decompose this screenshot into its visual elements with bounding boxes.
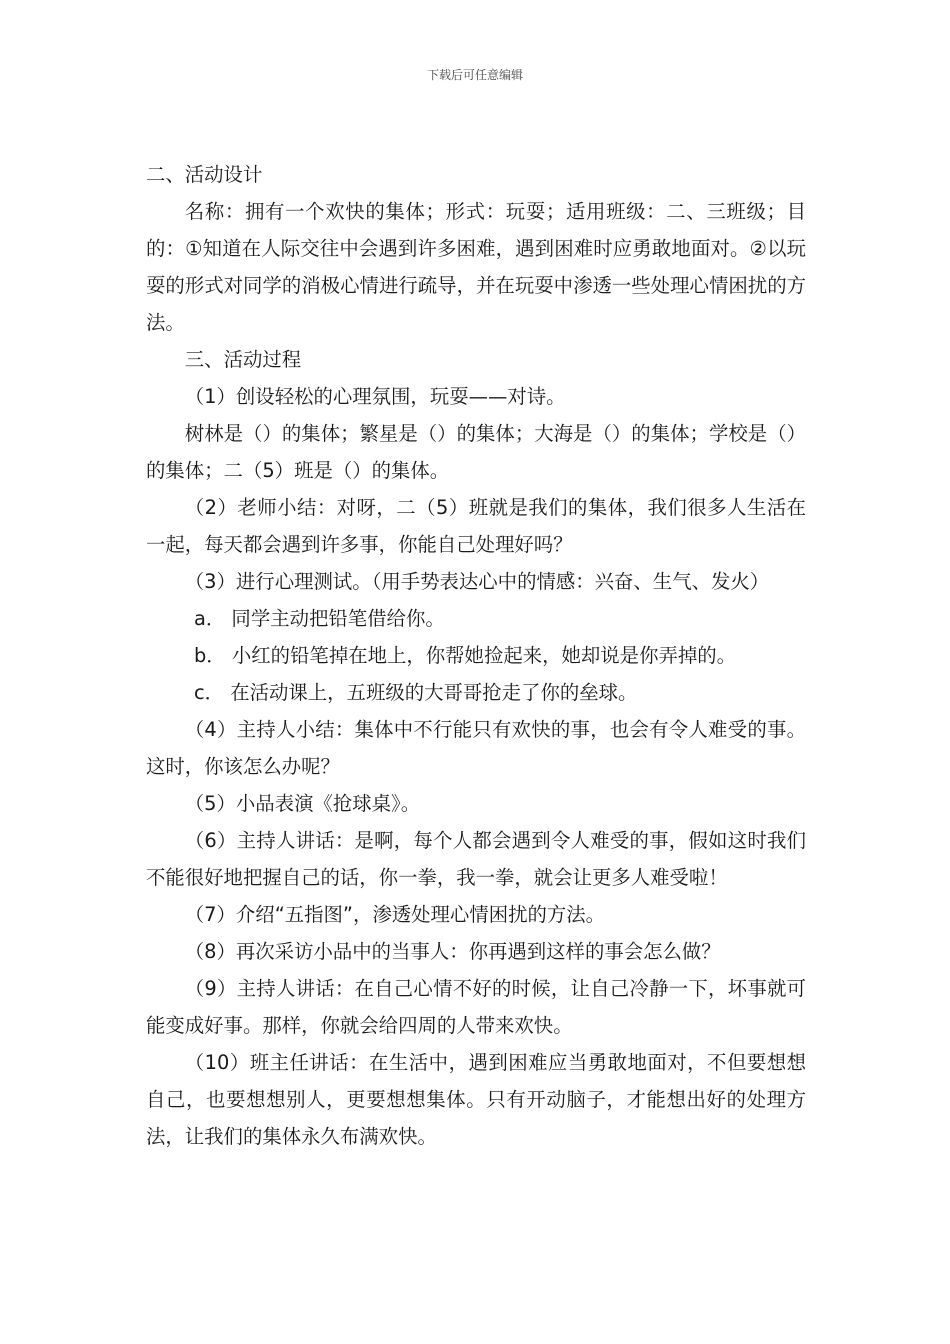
step-4: （4）主持人小结：集体中不行能只有欢快的事，也会有令人难受的事。这时，你该怎么办呢？	[146, 718, 806, 778]
section-heading-activity-design: 二、活动设计	[146, 163, 263, 186]
step-8: （8）再次采访小品中的当事人：你再遇到这样的事会怎么做？	[184, 940, 721, 963]
test-item-a: a． 同学主动把铅笔借给你。	[194, 607, 445, 630]
step-9: （9）主持人讲话：在自己心情不好的时候，让自己冷静一下，坏事就可能变成好事。那样，你就会给四周的人带来欢快。	[146, 977, 806, 1037]
step-7: （7）介绍“五指图”，渗透处理心情困扰的方法。	[184, 903, 606, 926]
test-item-c: c． 在活动课上，五班级的大哥哥抢走了你的垒球。	[194, 681, 638, 704]
step-3: （3）进行心理测试。（用手势表达心中的情感：兴奋、生气、发火）	[184, 570, 770, 593]
section-heading-activity-process: 三、活动过程	[184, 348, 302, 371]
activity-name-paragraph: 名称：拥有一个欢快的集体；形式：玩耍；适用班级：二、三班级；目的：①知道在人际交往中会遇到许多困难，遇到困难时应勇敢地面对。②以玩耍的形式对同学的消极心情进行疏导，并在玩耍中渗透一些处理心情困扰的方法。	[146, 200, 806, 334]
step-1-text: 树林是（）的集体；繁星是（）的集体；大海是（）的集体；学校是（）的集体；二（5）班是（）的集体。	[146, 422, 806, 482]
page-header: 下载后可任意编辑	[426, 68, 523, 82]
step-10: （10）班主任讲话：在生活中，遇到困难应当勇敢地面对，不但要想想自己，也要想想别人，更要想想集体。只有开动脑子，才能想出好的处理方法，让我们的集体永久布满欢快。	[146, 1051, 806, 1148]
test-item-b: b． 小红的铅笔掉在地上，你帮她捡起来，她却说是你弄掉的。	[194, 644, 737, 667]
document-body	[146, 156, 806, 1155]
step-5: （5）小品表演《抢球桌》。	[184, 792, 421, 815]
step-1: （1）创设轻松的心理氛围，玩耍——对诗。	[184, 385, 566, 408]
step-6: （6）主持人讲话：是啊，每个人都会遇到令人难受的事，假如这时我们不能很好地把握自己的话，你一拳，我一拳，就会让更多人难受啦！	[146, 829, 806, 889]
step-2: （2）老师小结：对呀，二（5）班就是我们的集体，我们很多人生活在一起，每天都会遇到许多事，你能自己处理好吗？	[146, 496, 806, 556]
